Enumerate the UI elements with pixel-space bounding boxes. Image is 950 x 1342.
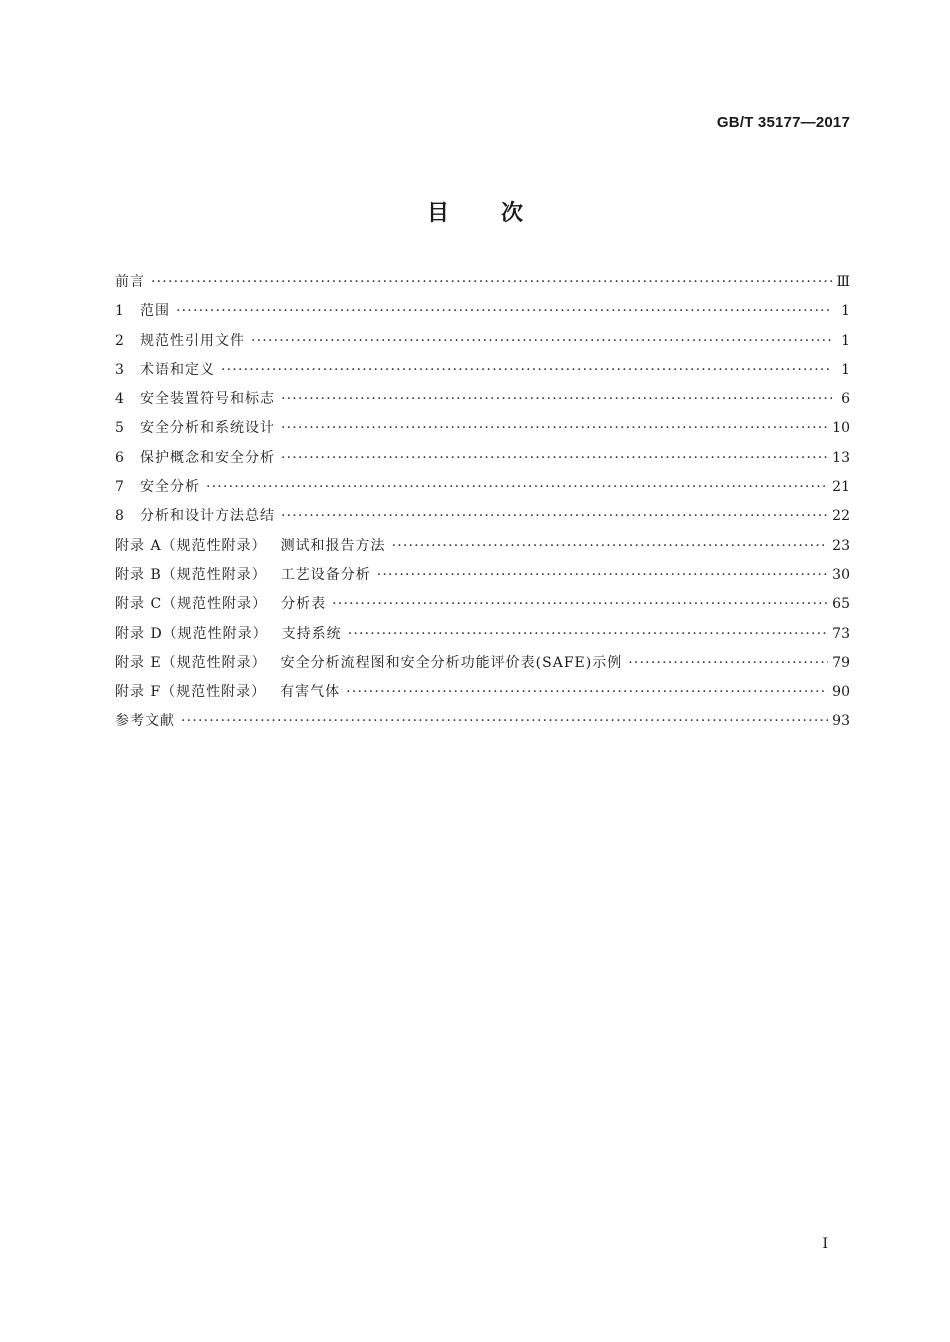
toc-entry-page: Ⅲ <box>836 274 850 290</box>
toc-entry-4[interactable] <box>115 385 850 414</box>
toc-entry-page: 10 <box>832 420 850 437</box>
toc-entry-subtitle: 支持系统 <box>281 625 342 642</box>
toc-entry-page: 1 <box>841 303 850 320</box>
toc-entry-label: 附录 B（规范性附录） <box>115 566 267 583</box>
toc-entry-label: 附录 C（规范性附录） <box>115 596 268 613</box>
toc-entry-page: 1 <box>841 332 850 349</box>
toc-leader <box>281 502 828 531</box>
toc-entry-page: 23 <box>832 537 850 554</box>
toc-entry-1[interactable] <box>115 297 850 326</box>
toc-entry-label: 附录 F（规范性附录） <box>115 684 267 701</box>
toc-leader <box>281 444 828 473</box>
toc-entry-page: 22 <box>832 508 850 525</box>
toc-entry-label: 附录 E（规范性附录） <box>115 654 267 671</box>
toc-entry-number: 3 <box>115 361 124 378</box>
page-number: I <box>822 1236 828 1252</box>
toc-leader <box>346 678 828 707</box>
toc-list <box>115 268 850 737</box>
toc-entry-label: 分析和设计方法总结 <box>140 508 275 525</box>
toc-entry-foreword[interactable] <box>115 268 850 297</box>
toc-leader <box>206 473 828 502</box>
toc-entry-page: 90 <box>832 684 850 701</box>
toc-leader <box>151 268 832 297</box>
toc-entry-7[interactable] <box>115 473 850 502</box>
toc-leader <box>221 356 832 385</box>
toc-entry-8[interactable] <box>115 502 850 531</box>
toc-entry-label: 附录 D（规范性附录） <box>115 625 268 642</box>
toc-entry-page: 30 <box>832 566 850 583</box>
toc-entry-number: 6 <box>115 449 124 466</box>
toc-entry-page: 21 <box>832 479 850 496</box>
toc-entry-label: 附录 A（规范性附录） <box>115 537 267 554</box>
toc-entry-page: 79 <box>832 654 850 671</box>
toc-entry-label: 保护概念和安全分析 <box>140 449 275 466</box>
toc-entry-label: 范围 <box>140 303 170 320</box>
toc-entry-page: 6 <box>841 391 850 408</box>
toc-entry-annex-a[interactable] <box>115 532 850 561</box>
toc-entry-page: 1 <box>841 361 850 378</box>
toc-entry-number: 4 <box>115 391 124 408</box>
toc-entry-number: 8 <box>115 508 124 525</box>
toc-leader <box>332 590 828 619</box>
toc-entry-subtitle: 工艺设备分析 <box>280 566 371 583</box>
toc-entry-label: 前言 <box>115 274 145 290</box>
toc-leader <box>392 532 829 561</box>
toc-entry-label: 安全装置符号和标志 <box>140 391 275 408</box>
toc-entry-label: 术语和定义 <box>140 361 215 378</box>
toc-entry-3[interactable] <box>115 356 850 385</box>
toc-entry-label: 规范性引用文件 <box>140 332 245 349</box>
toc-entry-subtitle: 分析表 <box>281 596 327 613</box>
toc-leader <box>377 561 828 590</box>
toc-entry-subtitle: 测试和报告方法 <box>280 537 386 554</box>
toc-entry-number: 1 <box>115 303 124 320</box>
toc-entry-page: 93 <box>832 713 850 730</box>
toc-leader <box>628 649 828 678</box>
toc-leader <box>281 414 828 443</box>
toc-entry-page: 13 <box>832 449 850 466</box>
toc-leader <box>181 707 828 736</box>
toc-title: 目次 <box>426 201 575 226</box>
toc-entry-subtitle: 安全分析流程图和安全分析功能评价表(SAFE)示例 <box>280 654 623 671</box>
toc-entry-page: 65 <box>832 596 850 613</box>
toc-entry-subtitle: 有害气体 <box>280 684 341 701</box>
toc-leader <box>348 620 828 649</box>
toc-leader <box>281 385 832 414</box>
toc-leader <box>251 327 832 356</box>
standard-code: GB/T 35177—2017 <box>716 114 850 131</box>
toc-entry-label: 安全分析 <box>140 479 200 496</box>
toc-entry-annex-b[interactable] <box>115 561 850 590</box>
toc-entry-annex-c[interactable] <box>115 590 850 619</box>
toc-entry-page: 73 <box>832 625 850 642</box>
toc-leader <box>176 297 832 326</box>
toc-entry-number: 5 <box>115 420 124 437</box>
toc-entry-annex-e[interactable] <box>115 649 850 678</box>
toc-entry-number: 2 <box>115 332 124 349</box>
toc-entry-annex-f[interactable] <box>115 678 850 707</box>
toc-entry-6[interactable] <box>115 444 850 473</box>
toc-entry-annex-d[interactable] <box>115 620 850 649</box>
toc-entry-5[interactable] <box>115 414 850 443</box>
toc-entry-label: 安全分析和系统设计 <box>140 420 275 437</box>
toc-entry-2[interactable] <box>115 327 850 356</box>
toc-entry-label: 参考文献 <box>115 713 175 730</box>
toc-entry-bibliography[interactable] <box>115 707 850 736</box>
toc-entry-number: 7 <box>115 479 124 496</box>
